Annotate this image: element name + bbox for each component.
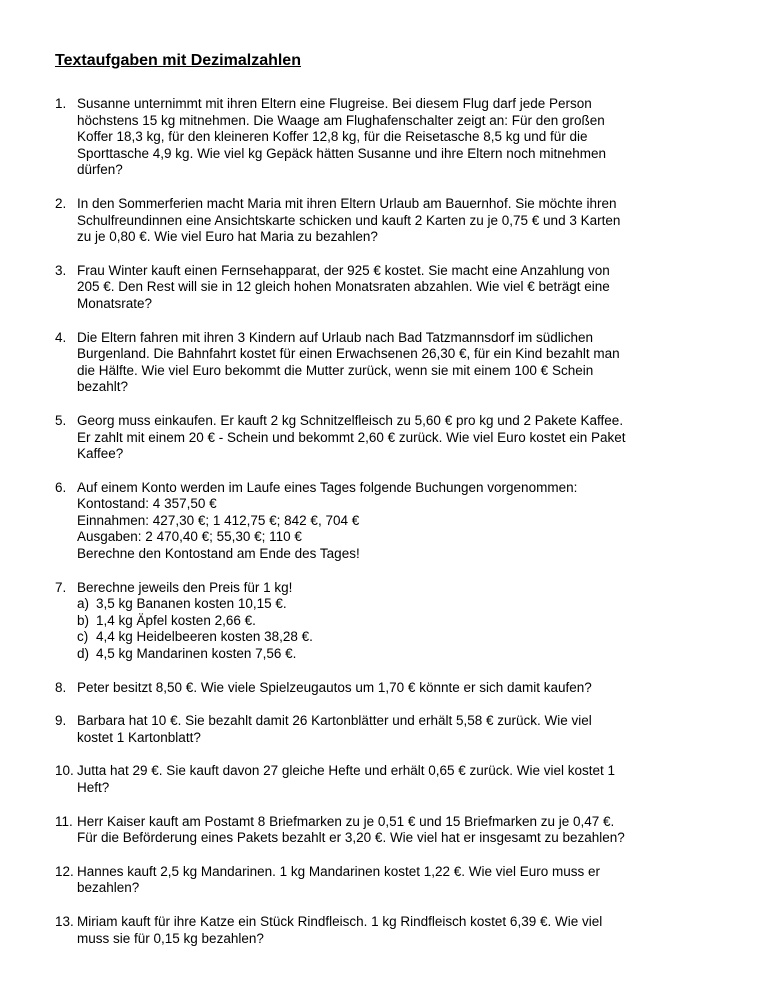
task-text-line: Er zahlt mit einem 20 € - Schein und bekommt 2,60 € zurück. Wie viel Euro kostet ein Paket	[77, 429, 626, 445]
task-number: 11.	[55, 813, 73, 829]
task-item	[55, 330, 728, 396]
subtask-letter: c)	[77, 629, 89, 645]
task-text-line: 205 €. Den Rest will sie in 12 gleich hohen Monatsraten abzahlen. Wie viel € beträgt eine	[77, 279, 610, 295]
subtask-text: 3,5 kg Bananen kosten 10,15 €.	[96, 596, 287, 612]
task-text-line: Berechne jeweils den Preis für 1 kg!	[77, 579, 293, 595]
task-item	[55, 713, 728, 746]
task-number: 3.	[55, 262, 67, 278]
task-text-line: Georg muss einkaufen. Er kauft 2 kg Schnitzelfleisch zu 5,60 € pro kg und 2 Pakete Kaffee.	[77, 412, 624, 428]
subtask-item	[77, 629, 728, 646]
subtask-letter: d)	[77, 646, 90, 662]
task-text-line: bezahlen?	[77, 880, 140, 896]
task-list	[55, 96, 728, 947]
task-number: 8.	[55, 679, 67, 695]
task-text-line: kostet 1 Kartonblatt?	[77, 729, 201, 745]
task-text-line: Sporttasche 4,9 kg. Wie viel kg Gepäck hätten Susanne und ihre Eltern noch mitnehmen	[77, 145, 607, 161]
task-item	[55, 413, 728, 463]
task-text-line: bezahlt?	[77, 379, 129, 395]
subtask-text: 4,4 kg Heidelbeeren kosten 38,28 €.	[96, 629, 313, 645]
task-number: 5.	[55, 412, 67, 428]
task-text-line: höchstens 15 kg mitnehmen. Die Waage am Flughafenschalter zeigt an: Für den großen	[77, 112, 605, 128]
task-text-line: Frau Winter kauft einen Fernsehapparat, der 925 € kostet. Sie macht eine Anzahlung von	[77, 262, 610, 278]
task-text-line: Miriam kauft für ihre Katze ein Stück Rindfleisch. 1 kg Rindfleisch kostet 6,39 €. Wie viel	[77, 913, 603, 929]
task-number: 9.	[55, 713, 67, 729]
subtask-letter: a)	[77, 596, 90, 612]
task-item	[55, 680, 728, 697]
task-text-line: Für die Beförderung eines Pakets bezahlt er 3,20 €. Wie viel hat er insgesamt zu bezahlen?	[77, 830, 625, 846]
task-text-line: Einnahmen: 427,30 €; 1 412,75 €; 842 €, 704 €	[77, 512, 360, 528]
task-number: 1.	[55, 96, 67, 111]
subtask-text: 4,5 kg Mandarinen kosten 7,56 €.	[96, 646, 297, 662]
task-text-line: Monatsrate?	[77, 295, 153, 311]
task-text-line: Auf einem Konto werden im Laufe eines Tages folgende Buchungen vorgenommen:	[77, 479, 578, 495]
task-text-line: Susanne unternimmt mit ihren Eltern eine Flugreise. Bei diesem Flug darf jede Person	[77, 96, 592, 111]
subtask-letter: b)	[77, 612, 90, 628]
subtask-list	[77, 596, 728, 662]
task-text-line: Schulfreundinnen eine Ansichtskarte schicken und kauft 2 Karten zu je 0,75 € und 3 Karten	[77, 212, 621, 228]
task-text-line: muss sie für 0,15 kg bezahlen?	[77, 930, 264, 946]
task-number: 7.	[55, 579, 67, 595]
task-text-line: Die Eltern fahren mit ihren 3 Kindern auf Urlaub nach Bad Tatzmannsdorf im südlichen	[77, 329, 594, 345]
task-number: 10.	[55, 763, 74, 779]
task-text-line: Ausgaben: 2 470,40 €; 55,30 €; 110 €	[77, 529, 302, 545]
task-text-line: Kontostand: 4 357,50 €	[77, 496, 217, 512]
task-item	[55, 814, 728, 847]
task-number: 2.	[55, 195, 67, 211]
task-item	[55, 96, 728, 179]
task-text-line: die Hälfte. Wie viel Euro bekommt die Mutter zurück, wenn sie mit einem 100 € Schein	[77, 362, 594, 378]
task-text-line: zu je 0,80 €. Wie viel Euro hat Maria zu bezahlen?	[77, 229, 378, 245]
task-item	[55, 864, 728, 897]
task-text-line: Peter besitzt 8,50 €. Wie viele Spielzeugautos um 1,70 € könnte er sich damit kaufen?	[77, 679, 592, 695]
task-item	[55, 263, 728, 313]
task-item	[55, 914, 728, 947]
task-text-line: Burgenland. Die Bahnfahrt kostet für einen Erwachsenen 26,30 €, für ein Kind bezahlt man	[77, 346, 620, 362]
task-item	[55, 196, 728, 246]
subtask-item	[77, 646, 728, 663]
task-item	[55, 763, 728, 796]
task-text-line: Jutta hat 29 €. Sie kauft davon 27 gleiche Hefte und erhält 0,65 € zurück. Wie viel kostet 1	[77, 763, 616, 779]
task-number: 13.	[55, 913, 74, 929]
task-text-line: dürfen?	[77, 162, 123, 178]
subtask-item	[77, 596, 728, 613]
task-number: 12.	[55, 863, 74, 879]
task-text-line: Koffer 18,3 kg, für den kleineren Koffer 12,8 kg, für die Reisetasche 8,5 kg und für die	[77, 129, 588, 145]
task-text-line: Barbara hat 10 €. Sie bezahlt damit 26 Kartonblätter und erhält 5,58 € zurück. Wie viel	[77, 713, 592, 729]
subtask-item	[77, 613, 728, 630]
task-text-line: Berechne den Kontostand am Ende des Tages!	[77, 546, 360, 562]
task-number: 4.	[55, 329, 67, 345]
task-text-line: Herr Kaiser kauft am Postamt 8 Briefmarken zu je 0,51 € und 15 Briefmarken zu je 0,47 €.	[77, 813, 615, 829]
task-text-line: Kaffee?	[77, 446, 124, 462]
task-item	[55, 480, 728, 563]
task-text-line: Hannes kauft 2,5 kg Mandarinen. 1 kg Mandarinen kostet 1,22 €. Wie viel Euro muss er	[77, 863, 601, 879]
subtask-text: 1,4 kg Äpfel kosten 2,66 €.	[96, 612, 256, 628]
task-number: 6.	[55, 479, 67, 495]
page-title: Textaufgaben mit Dezimalzahlen	[55, 52, 301, 69]
task-item	[55, 580, 728, 663]
task-text-line: Heft?	[77, 780, 110, 795]
task-text-line: In den Sommerferien macht Maria mit ihren Eltern Urlaub am Bauernhof. Sie möchte ihren	[77, 195, 617, 211]
